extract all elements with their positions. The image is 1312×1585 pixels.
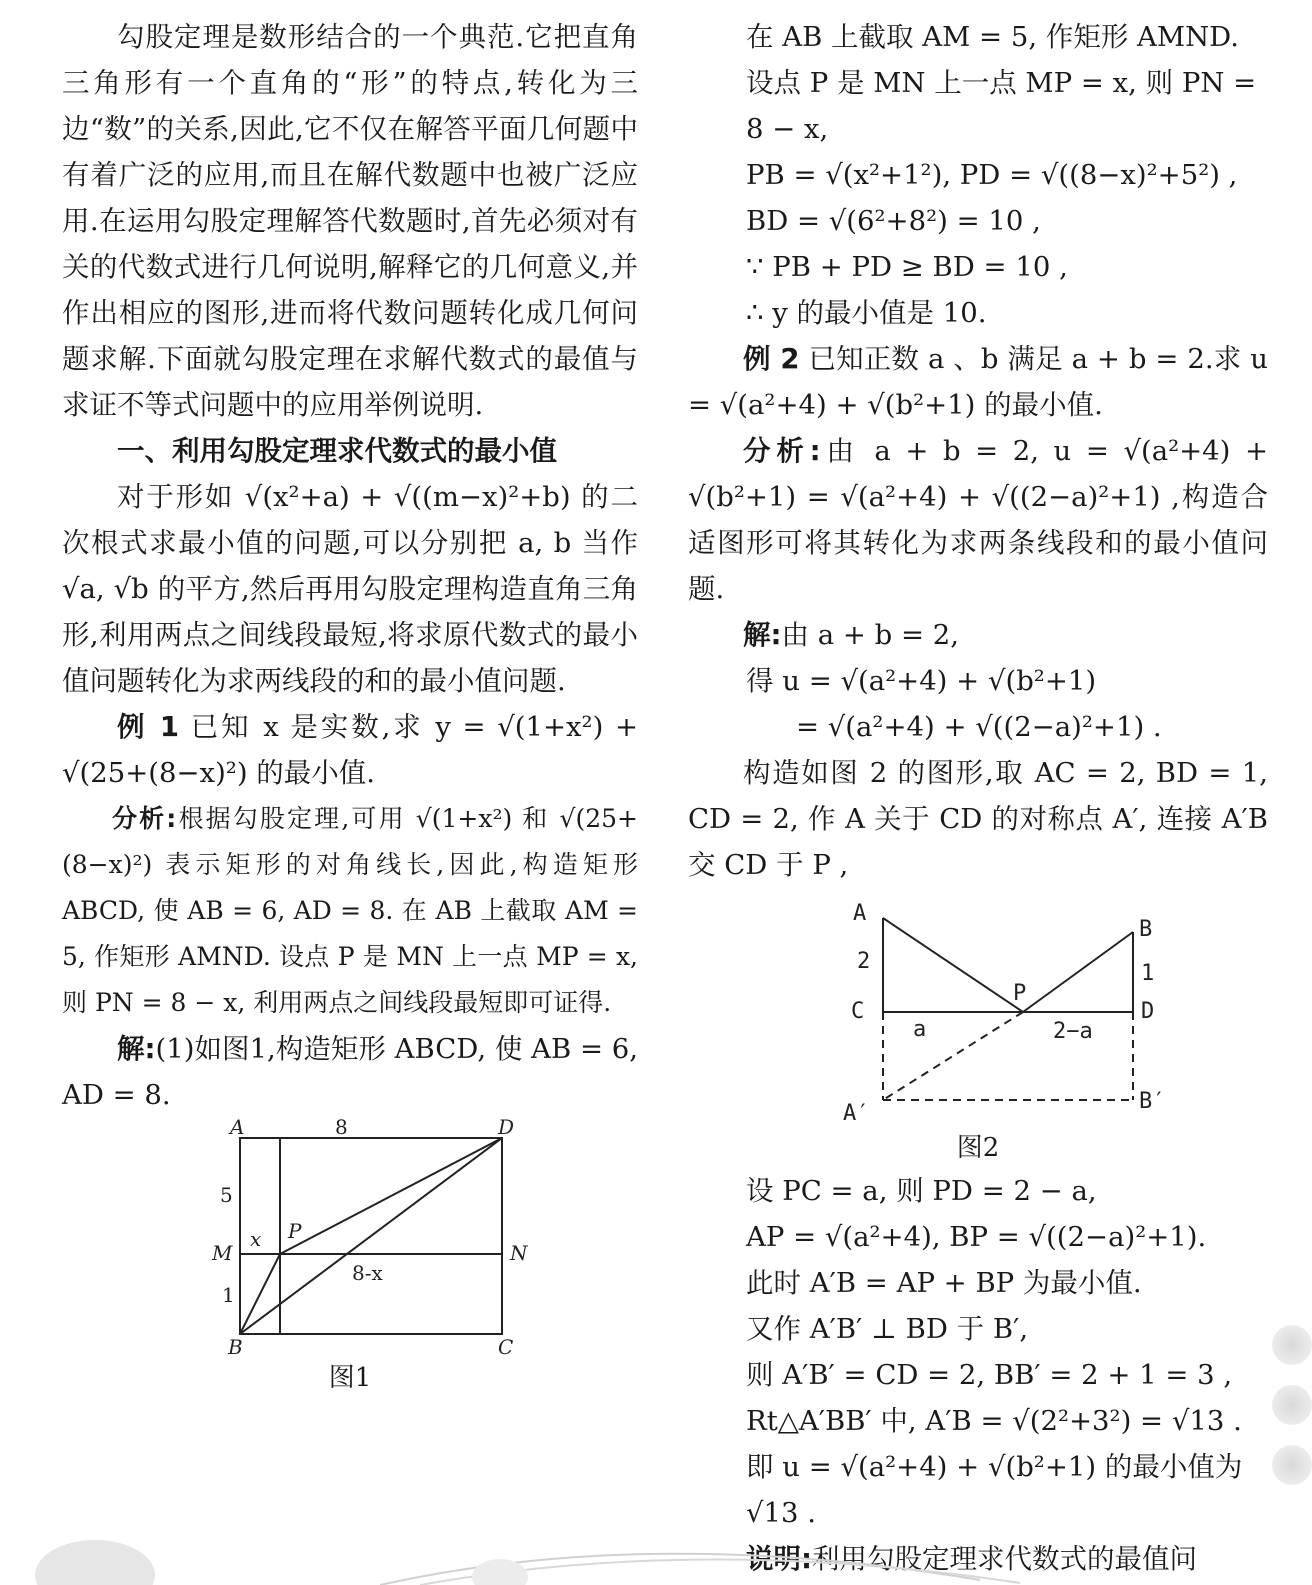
right-l2: AP = √(a²+4), BP = √((2−a)²+1). xyxy=(746,1221,1207,1253)
decor-circle xyxy=(1272,1385,1312,1425)
fig1-label-a: A xyxy=(230,1115,245,1139)
left-column xyxy=(62,14,638,1398)
example1-text: 已知 x 是实数,求 y = √(1+x²) + √(25+(8−x)²) 的最小值. xyxy=(62,711,638,789)
note-text: 利用勾股定理求代数式的最值问 xyxy=(812,1543,1197,1575)
figure-1-diagram xyxy=(180,1115,528,1359)
solution1-label: 解: xyxy=(117,1033,156,1065)
right-line-2: 设点 P 是 MN 上一点 MP = x, 则 PN = 8 − x, xyxy=(746,67,1257,145)
right-l4: 又作 A′B′ ⊥ BD 于 B′, xyxy=(746,1313,1029,1345)
fig1-label-x: x xyxy=(250,1227,262,1251)
solution1-text: (1)如图1,构造矩形 ABCD, 使 AB = 6, AD = 8. xyxy=(62,1033,638,1111)
fig2-label-2-minus-a: 2−a xyxy=(1053,1019,1093,1044)
analysis1-paragraph xyxy=(62,796,638,1026)
right-l7: 即 u = √(a²+4) + √(b²+1) 的最小值为 √13 . xyxy=(746,1451,1243,1529)
solution1-paragraph xyxy=(62,1026,638,1118)
solution2-paragraph xyxy=(688,612,1268,658)
fig2-label-b-prime: B′ xyxy=(1139,1089,1166,1114)
right-l6: Rt△A′BB′ 中, A′B = √(2²+3²) = √13 . xyxy=(746,1405,1242,1437)
figure-1-caption: 图1 xyxy=(328,1363,372,1393)
right-l3: 此时 A′B = AP + BP 为最小值. xyxy=(746,1267,1142,1299)
fig2-label-a: A xyxy=(853,901,867,926)
right-l5: 则 A′B′ = CD = 2, BB′ = 2 + 1 = 3 , xyxy=(746,1359,1233,1391)
solution2-equation-2: = √(a²+4) + √((2−a)²+1) . xyxy=(796,711,1162,743)
example2-text: 已知正数 a 、b 满足 a + b = 2.求 u = √(a²+4) + √(b²+1) 的最小值. xyxy=(688,343,1268,421)
analysis2-paragraph xyxy=(688,428,1268,612)
fig2-label-a-segment: a xyxy=(913,1017,927,1042)
note-label: 说明: xyxy=(746,1543,812,1575)
fig2-label-1: 1 xyxy=(1141,961,1155,986)
fig2-label-c: C xyxy=(851,999,865,1024)
fig1-label-n: N xyxy=(510,1241,528,1265)
decor-circle xyxy=(1272,1445,1312,1485)
figure-2-caption: 图2 xyxy=(956,1133,1000,1163)
solution2-text: 由 a + b = 2, xyxy=(781,619,960,651)
solution2-equation-1: 得 u = √(a²+4) + √(b²+1) xyxy=(746,665,1097,697)
fig2-label-a-prime: A′ xyxy=(843,1101,870,1126)
analysis2-text: 由 a + b = 2, u = √(a²+4) + √(b²+1) = √(a²+4) + √((2−a)²+1) ,构造合适图形可将其转化为求两条线段和的最小值问题. xyxy=(688,435,1268,605)
figure-2-diagram xyxy=(813,888,1166,1128)
construct-paragraph: 构造如图 2 的图形,取 AC = 2, BD = 1, CD = 2, 作 A 关于 CD 的对称点 A′, 连接 A′B 交 CD 于 P , xyxy=(688,757,1268,881)
right-line-6: ∴ y 的最小值是 10. xyxy=(746,297,987,329)
fig2-label-2: 2 xyxy=(857,949,871,974)
fig1-label-1: 1 xyxy=(222,1283,235,1307)
right-line-4: BD = √(6²+8²) = 10 , xyxy=(746,205,1041,237)
right-line-5: ∵ PB + PD ≥ BD = 10 , xyxy=(746,251,1068,283)
decor-bottom-curves xyxy=(0,1525,1300,1585)
right-line-1: 在 AB 上截取 AM = 5, 作矩形 AMND. xyxy=(746,21,1239,53)
fig2-label-d: D xyxy=(1141,999,1155,1024)
fig1-label-8: 8 xyxy=(335,1115,348,1139)
segment-pd xyxy=(280,1138,502,1254)
segment-bp xyxy=(240,1254,280,1334)
right-column xyxy=(688,14,1268,1582)
segment-pb xyxy=(1023,932,1133,1012)
analysis1-text: 根据勾股定理,可用 √(1+x²) 和 √(25+(8−x)²) 表示矩形的对角线长,因此,构造矩形 ABCD, 使 AB = 6, AD = 8. 在 AB 上截取 AM = 5, 作矩形 AMND. 设点 P 是 MN 上一点 MP = x, 则 PN = 8 − x, 利用两点之间线段最短即可证得. xyxy=(62,804,638,1017)
analysis1-label: 分析: xyxy=(112,804,177,833)
fig1-label-5: 5 xyxy=(220,1183,233,1207)
fig2-label-p: P xyxy=(1013,981,1027,1006)
section-title: 一、利用勾股定理求代数式的最小值 xyxy=(117,435,557,467)
fig1-label-c: C xyxy=(498,1335,514,1359)
example2-label: 例 2 xyxy=(743,343,800,375)
method-paragraph: 对于形如 √(x²+a) + √((m−x)²+b) 的二次根式求最小值的问题,可以分别把 a, b 当作 √a, √b 的平方,然后再用勾股定理构造直角三角形,利用两点之间线段最短,将求原代数式的最小值问题转化为求两线段的和的最小值问题. xyxy=(62,481,638,697)
fig1-label-m: M xyxy=(212,1241,233,1265)
decor-circle xyxy=(1272,1325,1312,1365)
example1-label: 例 1 xyxy=(117,711,180,743)
intro-paragraph: 勾股定理是数形结合的一个典范.它把直角三角形有一个直角的“形”的特点,转化为三边“数”的关系,因此,它不仅在解答平面几何题中有着广泛的应用,而且在解代数题中也被广泛应用.在运用勾股定理解答代数题时,首先必须对有关的代数式进行几何说明,解释它的几何意义,并作出相应的图形,进而将代数问题转化成几何问题求解.下面就勾股定理在求解代数式的最值与求证不等式问题中的应用举例说明. xyxy=(62,21,638,421)
fig2-label-b: B xyxy=(1139,917,1153,942)
example1-paragraph xyxy=(62,704,638,796)
solution2-label: 解: xyxy=(743,619,782,651)
segment-a-prime-p xyxy=(883,1012,1023,1100)
right-l1: 设 PC = a, 则 PD = 2 − a, xyxy=(746,1175,1097,1207)
example2-paragraph xyxy=(688,336,1268,428)
fig1-label-d: D xyxy=(498,1115,515,1139)
fig1-label-p: P xyxy=(288,1219,302,1243)
fig1-label-b: B xyxy=(228,1335,243,1359)
analysis2-label: 分析: xyxy=(743,435,821,467)
fig1-label-8-x: 8-x xyxy=(352,1261,383,1285)
right-line-3: PB = √(x²+1²), PD = √((8−x)²+5²) , xyxy=(746,159,1238,191)
segment-ap xyxy=(883,918,1023,1012)
